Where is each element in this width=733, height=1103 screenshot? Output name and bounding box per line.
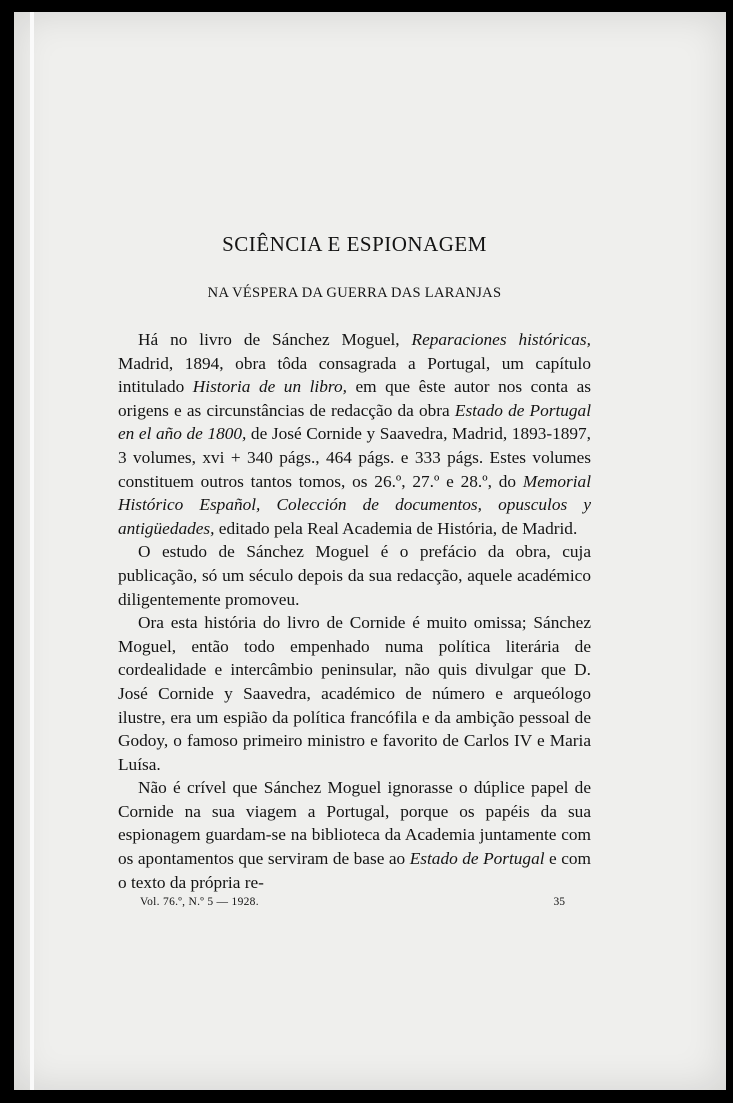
body-text bbox=[118, 328, 591, 894]
page-title: SCIÊNCIA E ESPIONAGEM bbox=[222, 232, 487, 256]
paper-edge-highlight bbox=[30, 12, 34, 1090]
paragraph-2 bbox=[118, 540, 591, 611]
text-run: em que êste autor nos conta as origens e as circunstâncias de redacção da obra bbox=[118, 377, 592, 420]
volume-info: Vol. 76.º, N.º 5 — 1928. bbox=[140, 896, 259, 909]
text-run: Não é crível que Sánchez Moguel ignorasse o dúplice papel de Cornide na sua viagem a Portugal, porque os papéis da sua espionagem guardam-se na biblioteca da Academia juntamente com os apontamentos que serviram de base ao bbox=[118, 778, 591, 869]
italic-title-run: Historia de un libro, bbox=[192, 377, 347, 397]
text-run: O estudo de Sánchez Moguel é o prefácio da obra, cuja publicação, só um século depois da sua redacção, aquele académico diligentemente promoveu. bbox=[118, 542, 591, 609]
paragraph-3 bbox=[118, 611, 591, 776]
page-subtitle: NA VÉSPERA DA GUERRA DAS LARANJAS bbox=[207, 285, 502, 301]
text-run: e com o texto da própria re- bbox=[118, 849, 591, 892]
italic-title-run: Estado de Portugal bbox=[409, 849, 545, 869]
page-footer bbox=[118, 896, 591, 912]
paragraph-1 bbox=[118, 328, 591, 540]
paragraph-4 bbox=[118, 776, 591, 894]
text-run: de José Cornide y Saavedra, Madrid, 1893-1897, 3 volumes, xvi + 340 págs., 464 págs. e 333 págs. Estes volumes constituem outros tantos tomos, os 26.º, 27.º e 28.º, do bbox=[118, 424, 591, 491]
italic-title-run: Reparaciones históricas, bbox=[411, 330, 591, 349]
text-run: Madrid, 1894, obra tôda consagrada a Portugal, um capítulo intitulado bbox=[118, 353, 591, 397]
italic-title-run: Estado de Portugal en el año de 1800, bbox=[118, 400, 591, 444]
text-run: Há no livro de Sánchez Moguel, bbox=[138, 330, 412, 349]
italic-title-run: Memorial Histórico Español, Colección de documentos, opusculos y antigüedades, bbox=[118, 471, 591, 538]
page-number: 35 bbox=[553, 896, 565, 909]
document-page bbox=[118, 232, 591, 912]
text-run: editado pela Real Academia de História, de Madrid. bbox=[214, 518, 578, 538]
text-run: Ora esta história do livro de Cornide é muito omissa; Sánchez Moguel, então todo empenhado numa política literária de cordealidade e intercâmbio peninsular, não quis divulgar que D. José Cornide y Saavedra, académico de número e arqueólogo ilustre, era um espião da política francófila e da ambição pessoal de Godoy, o famoso primeiro ministro e favorito de Carlos IV e Maria Luísa. bbox=[118, 613, 591, 774]
